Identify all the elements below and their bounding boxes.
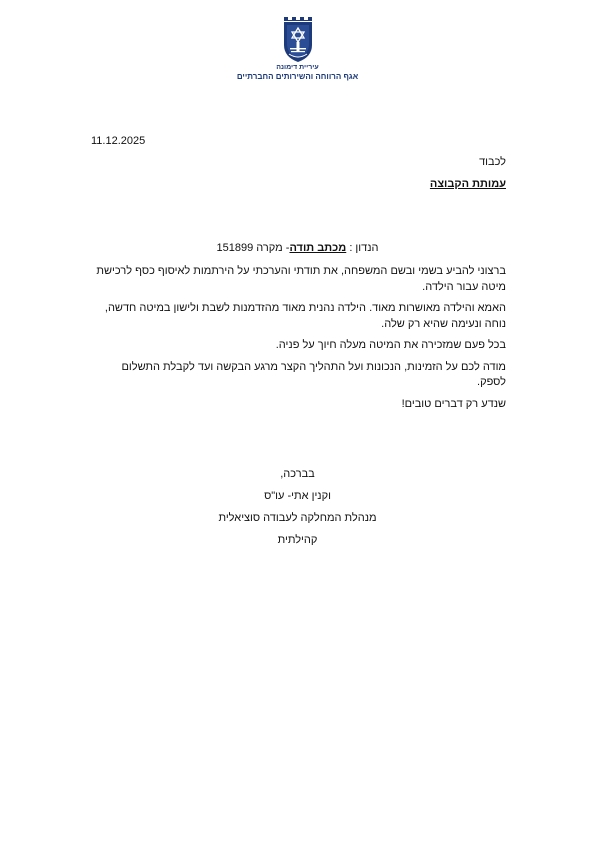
- letter-body: [91, 264, 506, 418]
- body-paragraph: שנדע רק דברים טובים!: [401, 397, 506, 410]
- closing-line: בברכה,: [280, 468, 315, 480]
- body-paragraph: בכל פעם שמזכירה את המיטה מעלה חיוך על פניה.: [275, 339, 506, 351]
- to-label: לכבוד: [479, 156, 506, 168]
- subject-suffix: - מקרה 151899: [216, 242, 290, 254]
- body-paragraph: ברצוני להביע בשמי ובשם המשפחה, את תודתי והערכתי על הירתמות לאיסוף כסף לרכישת מיטה עבור הילדה.: [96, 265, 506, 293]
- recipient-name: עמותת הקבוצה: [429, 178, 506, 190]
- letter-date: 11.12.2025: [91, 135, 146, 147]
- subject-prefix: הנדון :: [349, 242, 379, 254]
- department-name: אגף הרווחה והשירותים החברתיים: [236, 72, 359, 81]
- signer-title-continued: קהילתית: [277, 534, 318, 546]
- dimona-emblem-icon: [281, 15, 315, 63]
- letterhead: [0, 15, 595, 82]
- signature-block: [0, 463, 595, 551]
- city-name: עיריית דימונה: [276, 64, 319, 71]
- body-paragraph: מודה לכם על הזמינות, הנכונות ועל התהליך הקצר מרגע הבקשה ועד לקבלת התשלום לספק.: [121, 360, 506, 388]
- signer-title: מנהלת המחלקה לעבודה סוציאלית: [218, 512, 377, 524]
- subject-title: מכתב תודה: [289, 242, 347, 254]
- body-paragraph: האמא והילדה מאושרות מאוד. הילדה נהנית מאוד מהזדמנות לשבת ולישון במיטה חדשה, נוחה ונעימה שהיא רק שלה.: [104, 302, 506, 330]
- subject-line: [0, 242, 595, 254]
- signer-name: וקנין אתי- עו"ס: [264, 490, 331, 502]
